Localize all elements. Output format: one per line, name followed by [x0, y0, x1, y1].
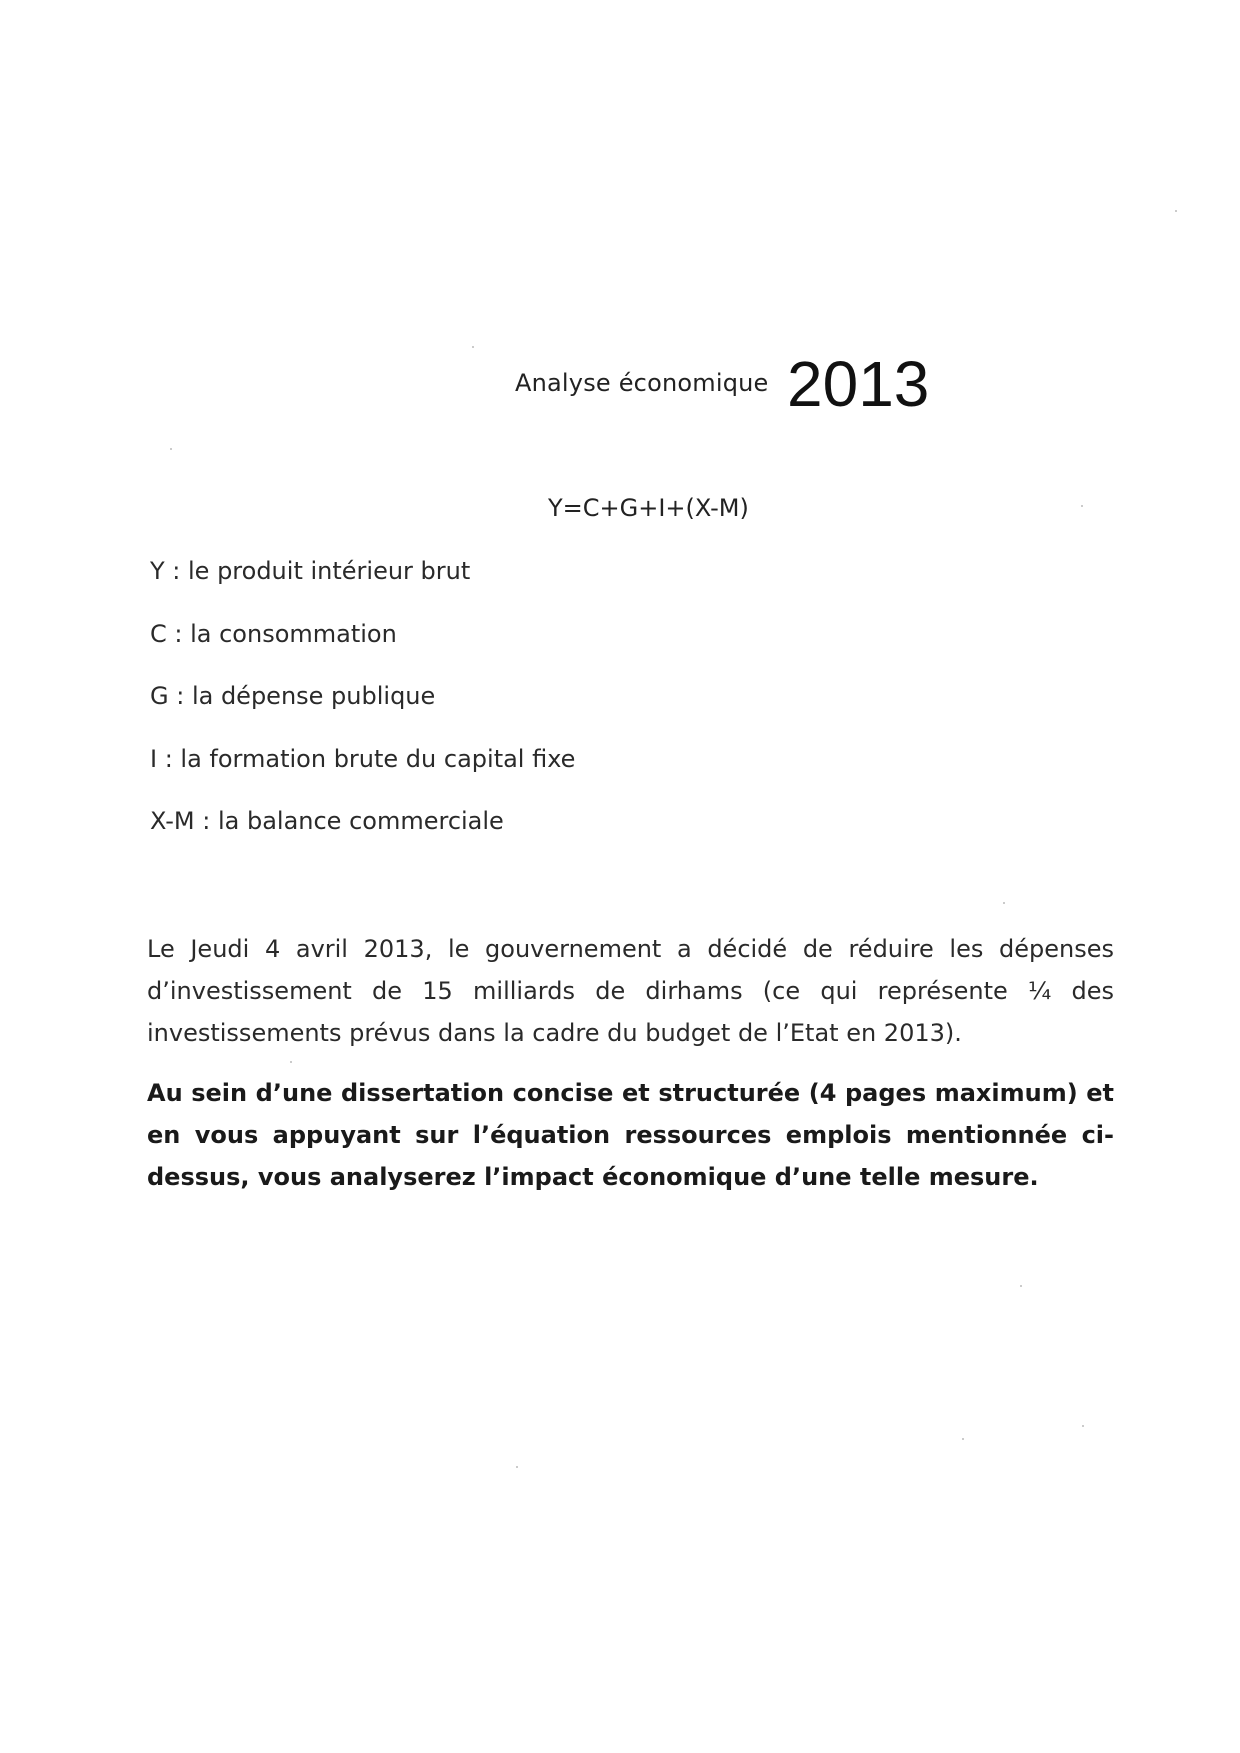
instruction-paragraph: Au sein d’une dissertation concise et structurée (4 pages maximum) et en vous appuyant sur l’équation ressources emplois mentionnée ci-dessus, vous analyserez l’impact économique d’une telle mesure.	[147, 1079, 1114, 1191]
scan-speck	[1003, 902, 1005, 904]
context-paragraph: Le Jeudi 4 avril 2013, le gouvernement a décidé de réduire les dépenses d’investissement de 15 milliards de dirhams (ce qui représente ¼ des investissements prévus dans la cadre du budget de l’Etat en 2013).	[147, 935, 1114, 1047]
scan-speck	[1020, 1285, 1022, 1287]
scan-speck	[1082, 1425, 1084, 1427]
definition-item: Y : le produit intérieur brut	[150, 557, 471, 585]
document-year: 2013	[787, 348, 930, 420]
scan-speck	[170, 448, 172, 450]
scan-speck	[1175, 210, 1177, 212]
scan-speck	[472, 346, 474, 348]
scan-speck	[962, 1438, 964, 1440]
scan-speck	[516, 1466, 518, 1468]
definition-item: I : la formation brute du capital fixe	[150, 744, 576, 773]
definition-list	[150, 556, 575, 869]
definition-item: X-M : la balance commerciale	[150, 807, 504, 835]
document-title: Analyse économique	[515, 369, 769, 397]
equation: Y=C+G+I+(X-M)	[548, 494, 749, 522]
definition-item: G : la dépense publique	[150, 682, 436, 710]
definition-item: C : la consommation	[150, 619, 397, 648]
scan-speck	[1081, 505, 1083, 507]
scan-speck	[290, 1061, 292, 1063]
